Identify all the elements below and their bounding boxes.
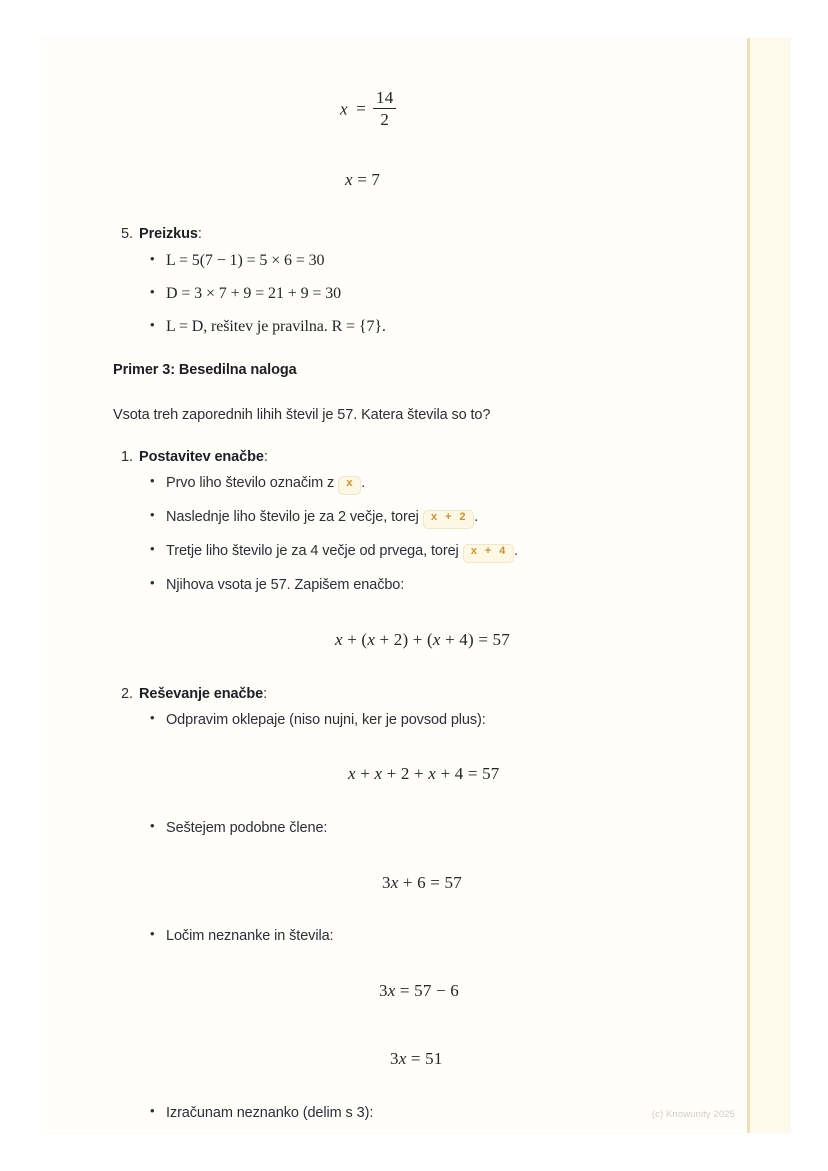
bullet-text: Izračunam neznanko (delim s 3): xyxy=(166,1105,374,1121)
equation-text: x + x + 2 + x + 4 = 57 xyxy=(348,764,500,783)
bullet-step1-2 xyxy=(150,509,478,529)
bullet-preizkus-3 xyxy=(150,318,386,336)
bullet-step2-5 xyxy=(150,1105,373,1121)
code-chip-x-plus-2: x + 2 xyxy=(423,510,475,529)
bullet-text-before: Prvo liho število označim z xyxy=(166,475,339,491)
equation-x-equals-7: x = 7 xyxy=(345,170,381,189)
bullet-text: Odpravim oklepaje (niso nujni, ker je povsod plus): xyxy=(166,712,486,728)
bullet-dot-icon: • xyxy=(150,1103,155,1118)
equation-text: x + (x + 2) + (x + 4) = 57 xyxy=(335,630,510,649)
equation-x-equals-fraction xyxy=(340,90,396,131)
bullet-dot-icon: • xyxy=(150,541,155,556)
bullet-step2-1 xyxy=(150,712,486,728)
fraction-numerator: 14 xyxy=(373,88,396,109)
list-colon: : xyxy=(197,226,202,242)
bullet-dot-icon: • xyxy=(150,926,155,941)
bullet-step1-3 xyxy=(150,543,518,563)
bullet-dot-icon: • xyxy=(150,473,155,488)
list-item-postavitev-enacbe xyxy=(121,449,268,465)
document-page xyxy=(42,38,790,1133)
bullet-step1-4 xyxy=(150,577,404,593)
bullet-dot-icon: • xyxy=(150,317,155,332)
bullet-step1-1 xyxy=(150,475,365,495)
bullet-dot-icon: • xyxy=(150,284,155,299)
code-chip-x: x xyxy=(338,476,361,495)
equation-step2-1 xyxy=(348,764,500,784)
bullet-step2-2 xyxy=(150,820,327,836)
list-number: 5. xyxy=(121,226,133,242)
bullet-text: L = D, rešitev je pravilna. R = {7}. xyxy=(166,318,386,335)
code-chip-x-plus-4: x + 4 xyxy=(463,544,515,563)
bullet-text-before: Tretje liho število je za 4 večje od prvega, torej xyxy=(166,543,463,559)
list-item-resevanje-enacbe xyxy=(121,686,267,702)
bullet-text: Seštejem podobne člene: xyxy=(166,820,328,836)
list-colon: : xyxy=(263,449,268,465)
equation-step2-4 xyxy=(390,1049,443,1069)
equation-step1 xyxy=(335,630,510,650)
bullet-text-after: . xyxy=(361,475,366,491)
watermark-copyright: (c) Knowunity 2025 xyxy=(651,1109,735,1120)
bullet-dot-icon: • xyxy=(150,251,155,266)
list-colon: : xyxy=(263,686,268,702)
bullet-text-before: Naslednje liho število je za 2 večje, torej xyxy=(166,509,423,525)
bullet-text-after: . xyxy=(474,509,479,525)
bullet-text: D = 3 × 7 + 9 = 21 + 9 = 30 xyxy=(166,285,341,302)
bullet-step2-3 xyxy=(150,928,333,944)
page-edge-strip xyxy=(747,38,790,1133)
list-label: Reševanje enačbe xyxy=(139,686,264,702)
list-number: 2. xyxy=(121,686,133,702)
bullet-dot-icon: • xyxy=(150,575,155,590)
equation-step2-2 xyxy=(382,873,462,893)
fraction xyxy=(373,88,396,129)
problem-statement: Vsota treh zaporednih lihih števil je 57. Katera števila so to? xyxy=(113,407,491,423)
list-number: 1. xyxy=(121,449,133,465)
equation-lhs: x xyxy=(340,99,348,119)
equation-operator: = xyxy=(356,99,366,119)
list-label: Preizkus xyxy=(139,226,198,242)
equation-step2-3 xyxy=(379,981,459,1001)
bullet-preizkus-1 xyxy=(150,252,324,270)
fraction-denominator: 2 xyxy=(380,110,390,130)
bullet-text-after: . xyxy=(514,543,519,559)
equation-text: 3x = 57 − 6 xyxy=(379,981,459,1000)
bullet-text: Njihova vsota je 57. Zapišem enačbo: xyxy=(166,577,405,593)
bullet-text: Ločim neznanke in števila: xyxy=(166,928,334,944)
bullet-dot-icon: • xyxy=(150,818,155,833)
bullet-dot-icon: • xyxy=(150,507,155,522)
bullet-dot-icon: • xyxy=(150,710,155,725)
bullet-text: L = 5(7 − 1) = 5 × 6 = 30 xyxy=(166,252,325,269)
section-heading-primer-3: Primer 3: Besedilna naloga xyxy=(113,362,297,378)
list-label: Postavitev enačbe xyxy=(139,449,264,465)
page-content xyxy=(42,38,747,1133)
equation-text: 3x = 51 xyxy=(390,1049,443,1068)
list-item-preizkus xyxy=(121,226,202,242)
bullet-preizkus-2 xyxy=(150,285,341,303)
equation-text: 3x + 6 = 57 xyxy=(382,873,462,892)
